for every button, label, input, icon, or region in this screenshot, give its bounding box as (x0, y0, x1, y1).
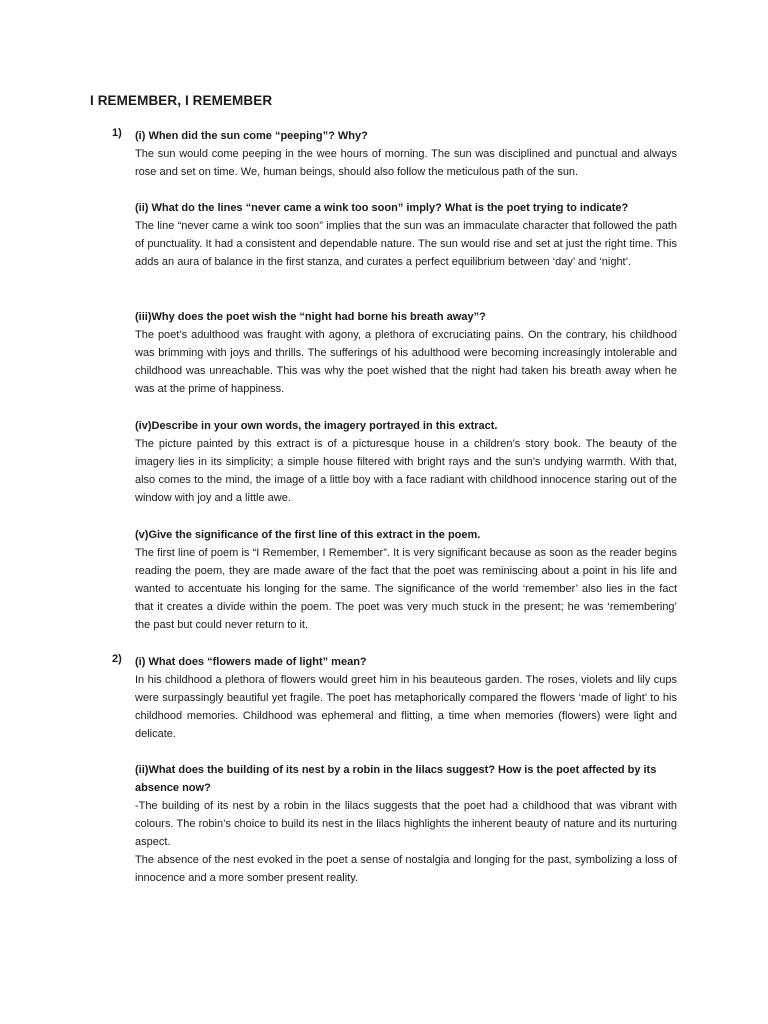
section-number: 1) (112, 127, 122, 139)
question-text: (iii)Why does the poet wish the “night had borne his breath away”? (135, 311, 486, 323)
question-text: (ii) What do the lines “never came a wink too soon” imply? What is the poet trying to indicate? (135, 202, 629, 214)
question-item (135, 653, 677, 743)
answer-text: In his childhood a plethora of flowers would greet him in his beauteous garden. The roses, violets and lily cups were surpassingly beautiful yet fragile. The poet has metaphorically compared the flowers ‘made of light’ to his childhood memories. Childhood was ephemeral and flitting, a time when memories (flowers) were light and delicate. (135, 674, 677, 740)
answer-text: The absence of the nest evoked in the poet a sense of nostalgia and longing for the past, symbolizing a loss of innocence and a more somber present reality. (135, 854, 677, 884)
answer-text: The poet’s adulthood was fraught with agony, a plethora of excruciating pains. On the contrary, his childhood was brimming with joys and thrills. The sufferings of his adulthood were becoming increasingly intolerable and childhood was unreachable. This was why the poet wished that the night had taken his breath away when he was at the prime of happiness. (135, 329, 677, 395)
question-item (135, 761, 677, 887)
answer-text: The line “never came a wink too soon” implies that the sun was an immaculate character that followed the path of punctuality. It had a consistent and dependable nature. The sun would rise and set at just the right time. This adds an aura of balance in the first stanza, and curates a perfect equilibrium between ‘day’ and ‘night’. (135, 220, 677, 268)
document-title: I REMEMBER, I REMEMBER (90, 93, 273, 108)
question-item (135, 417, 677, 507)
answer-text: The first line of poem is “I Remember, I Remember”. It is very significant because as soon as the reader begins reading the poem, they are made aware of the fact that the poet was reminiscing about a point in his life and wanted to accentuate his longing for the same. The significance of the world ‘remember’ also lies in the fact that it creates a divide within the poem. The poet was very much stuck in the present; he was ‘remembering’ the past but could never return to it. (135, 547, 677, 631)
question-item (135, 199, 677, 271)
answer-text: The sun would come peeping in the wee hours of morning. The sun was disciplined and punctual and always rose and set on time. We, human beings, should also follow the meticulous path of the sun. (135, 148, 677, 178)
question-text: (ii)What does the building of its nest by a robin in the lilacs suggest? How is the poet affected by its absence now? (135, 764, 657, 794)
answer-text: -The building of its nest by a robin in the lilacs suggests that the poet had a childhood that was vibrant with colours. The robin’s choice to build its nest in the lilacs highlights the inherent beauty of nature and its nurturing aspect. (135, 800, 677, 848)
question-text: (i) When did the sun come “peeping”? Why? (135, 130, 368, 142)
question-item (135, 526, 677, 634)
question-item (135, 308, 677, 398)
question-item (135, 127, 677, 181)
section-number: 2) (112, 653, 122, 665)
question-text: (i) What does “flowers made of light” mean? (135, 656, 367, 668)
question-text: (v)Give the significance of the first line of this extract in the poem. (135, 529, 481, 541)
answer-text: The picture painted by this extract is of a picturesque house in a children’s story book. The beauty of the imagery lies in its simplicity; a simple house filtered with bright rays and the sun’s undying warmth. With that, also comes to the mind, the image of a little boy with a face radiant with childhood innocence staring out of the window with joy and a little awe. (135, 438, 677, 504)
question-text: (iv)Describe in your own words, the imagery portrayed in this extract. (135, 420, 498, 432)
